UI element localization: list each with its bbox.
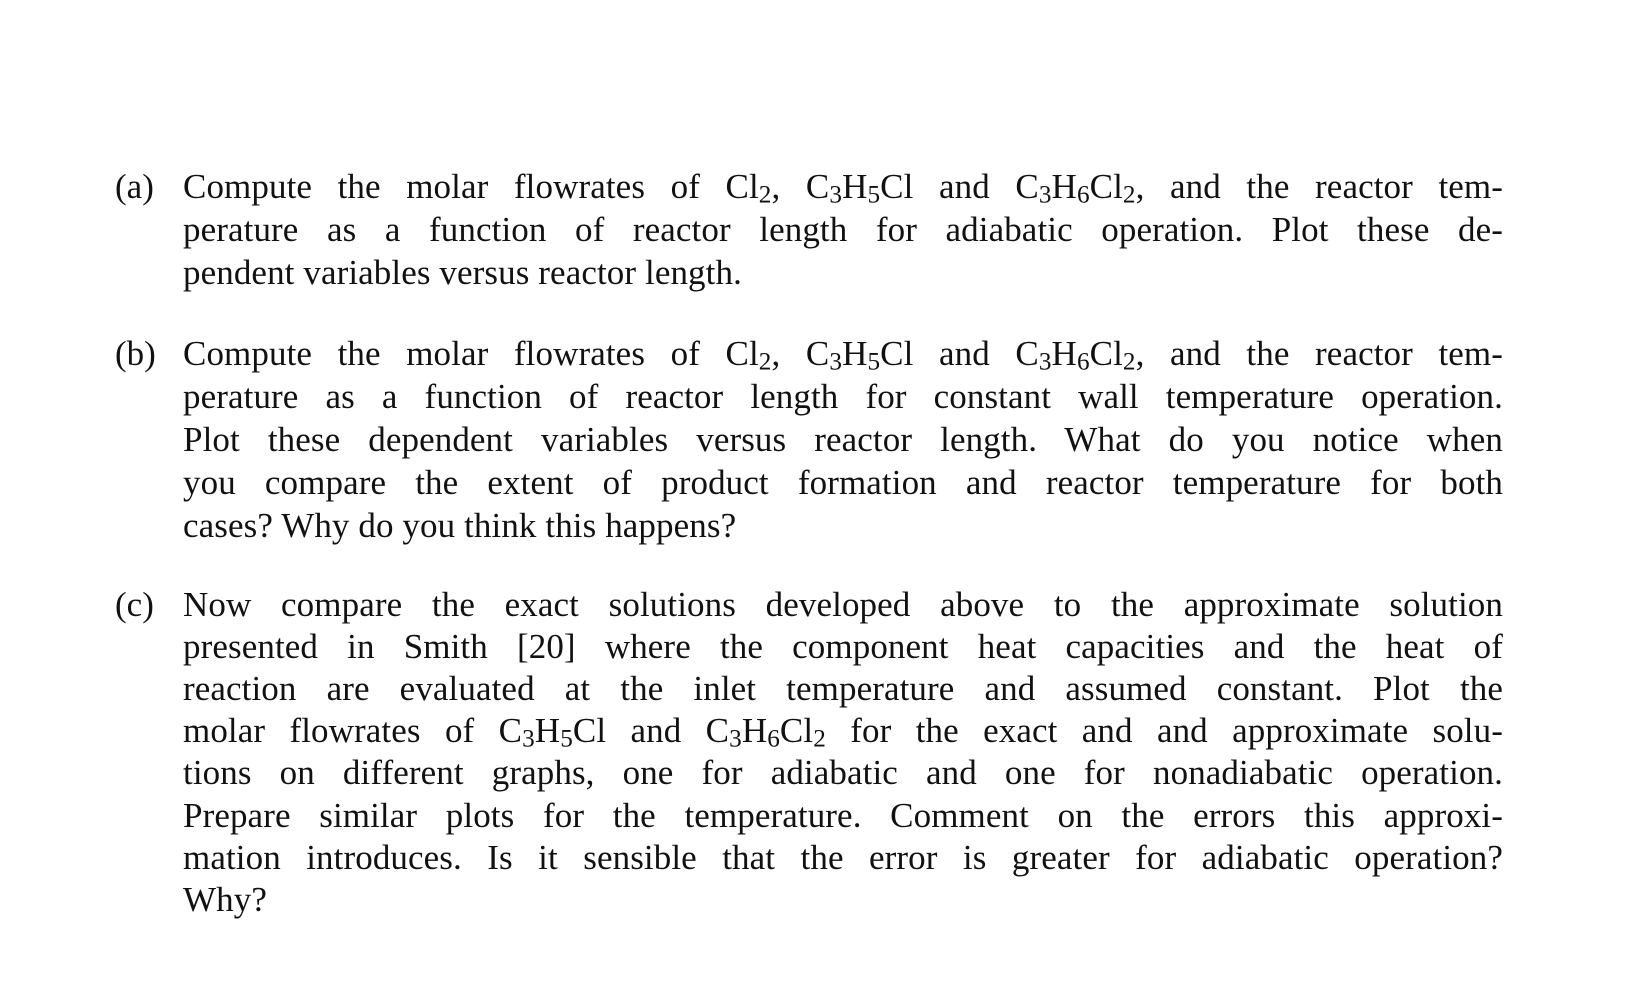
text-line: perature as a function of reactor length for adiabatic operation. Plot these de- — [183, 210, 1503, 249]
text-line: reaction are evaluated at the inlet temperature and assumed constant. Plot the — [183, 669, 1503, 708]
text-line: you compare the extent of product formation and reactor temperature for both — [183, 463, 1503, 502]
text-line: cases? Why do you think this happens? — [183, 506, 737, 545]
text-line: Prepare similar plots for the temperature. Comment on the errors this approxi- — [183, 796, 1503, 835]
text-line: presented in Smith [20] where the component heat capacities and the heat of — [183, 627, 1503, 666]
text-line: Why? — [183, 880, 267, 919]
text-line: tions on different graphs, one for adiabatic and one for nonadiabatic operation. — [183, 753, 1503, 792]
text-line: perature as a function of reactor length for constant wall temperature operation. — [183, 377, 1503, 416]
text-line: mation introduces. Is it sensible that the error is greater for adiabatic operation? — [183, 838, 1503, 877]
item-label: (a) — [115, 167, 154, 206]
text-line: Compute the molar flowrates of $Cl_2$, $C_3H_5Cl$ and $C_3H_6Cl_2$, and the reactor tem- — [183, 167, 1503, 209]
text-line: pendent variables versus reactor length. — [183, 253, 742, 292]
text-line: Now compare the exact solutions developed above to the approximate solution — [183, 585, 1503, 624]
text-line: Compute the molar flowrates of $Cl_2$, $C_3H_5Cl$ and $C_3H_6Cl_2$, and the reactor tem- — [183, 334, 1503, 376]
text-line: molar flowrates of $C_3H_5Cl$ and $C_3H_6Cl_2$ for the exact and and approximate solu- — [183, 711, 1503, 753]
item-label: (c) — [115, 585, 154, 624]
item-label: (b) — [115, 334, 156, 373]
text-line: Plot these dependent variables versus reactor length. What do you notice when — [183, 420, 1503, 459]
